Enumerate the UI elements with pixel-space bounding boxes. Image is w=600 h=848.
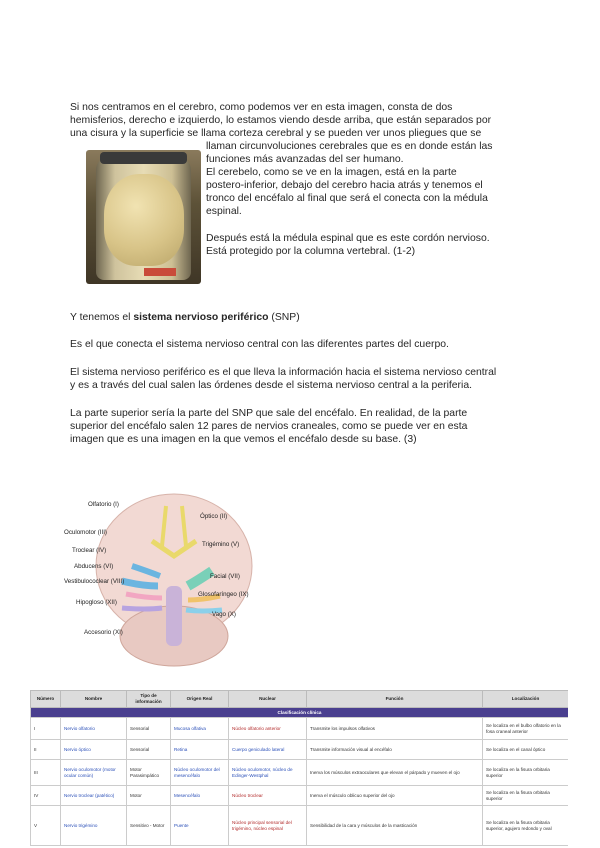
table-row xyxy=(31,786,569,806)
label-vestibulococlear: Vestibulococlear (VIII) xyxy=(64,578,125,585)
cell: Motor Parasimpático xyxy=(127,760,171,786)
cell: Transmite los impulsos olfativos xyxy=(307,718,483,740)
intro-line-2: hemisferios, derecho e izquierdo, lo estamos viendo desde arriba, que están separados por xyxy=(70,115,492,126)
label-troclear: Troclear (IV) xyxy=(72,547,107,554)
cell-link[interactable]: Núcleo oculomotor, núcleo de Edinger-Westphal xyxy=(229,760,307,786)
cell-link[interactable]: Mucosa olfativa xyxy=(171,718,229,740)
table-group-row xyxy=(31,708,569,718)
intro-line-8: tronco del encéfalo al final que será el conecta con la médula xyxy=(206,193,488,204)
label-hipogloso: Hipogloso (XII) xyxy=(76,599,117,606)
table-row xyxy=(31,718,569,740)
snp-paragraph-3-line-1: La parte superior sería la parte del SNP que sale del encéfalo. En realidad, de la parte xyxy=(70,408,468,419)
cranial-nerves-table-container xyxy=(30,690,568,848)
label-trigemino: Trigémino (V) xyxy=(202,541,240,548)
intro-line-7: postero-inferior, debajo del cerebro hacia atrás y tenemos el xyxy=(206,180,483,191)
cranial-nerves-diagram xyxy=(62,486,272,670)
cell: Sensitivo - Motor xyxy=(127,806,171,846)
cell: Sensorial xyxy=(127,718,171,740)
cranial-nerves-table xyxy=(30,690,568,846)
label-optico: Óptico (II) xyxy=(200,513,228,520)
cell-link[interactable]: Cuerpo geniculado lateral xyxy=(229,740,307,760)
col-numero: Número xyxy=(31,691,61,708)
cell: Sensorial xyxy=(127,740,171,760)
nerve-link[interactable]: Nervio trigémino xyxy=(61,806,127,846)
intro-line-10: Después está la médula espinal que es este cordón nervioso. xyxy=(206,233,490,244)
cell: Núcleo principal sensorial del trigémino, núcleo espinal xyxy=(229,806,307,846)
cell: IV xyxy=(31,786,61,806)
snp-paragraph-1: Es el que conecta el sistema nervioso central con las diferentes partes del cuerpo. xyxy=(70,339,449,350)
snp-heading-post: (SNP) xyxy=(268,312,300,323)
jar-label xyxy=(144,268,176,276)
snp-heading-pre: Y tenemos el xyxy=(70,312,134,323)
cell: Sensibilidad de la cara y músculos de la masticación xyxy=(307,806,483,846)
nerve-link[interactable]: Nervio troclear (patético) xyxy=(61,786,127,806)
table-row xyxy=(31,760,569,786)
table-row xyxy=(31,740,569,760)
col-localizacion: Localización xyxy=(483,691,569,708)
intro-line-3: una cisura y la superficie se llama corteza cerebral y se pueden ver unos pliegues que se xyxy=(70,128,482,139)
cell: Transmite información visual al encéfalo xyxy=(307,740,483,760)
col-origen: Origen Real xyxy=(171,691,229,708)
intro-line-4: llaman circunvoluciones cerebrales que es en donde están las xyxy=(206,141,493,152)
cell: I xyxy=(31,718,61,740)
nerve-link[interactable]: Nervio óptico xyxy=(61,740,127,760)
cell-link[interactable]: Puente xyxy=(171,806,229,846)
intro-line-1: Si nos centramos en el cerebro, como podemos ver en esta imagen, consta de dos xyxy=(70,102,453,113)
intro-line-11: Está protegido por la columna vertebral. (1-2) xyxy=(206,246,416,257)
table-header-row xyxy=(31,691,569,708)
jar-lid xyxy=(100,152,187,164)
label-facial: Facial (VII) xyxy=(210,573,240,580)
cell: Se localiza en la fisura orbitaria superior xyxy=(483,760,569,786)
label-oculomotor: Oculomotor (III) xyxy=(64,529,107,536)
cell: V xyxy=(31,806,61,846)
intro-line-5: funciones más avanzadas del ser humano. xyxy=(206,154,404,165)
cell: Inerva el músculo oblicuo superior del ojo xyxy=(307,786,483,806)
label-abducens: Abducens (VI) xyxy=(74,563,114,570)
snp-paragraph-3-line-3: imagen que es una imagen en la que vemos el encéfalo desde su base. (3) xyxy=(70,434,417,445)
intro-line-9: espinal. xyxy=(206,206,242,217)
col-nuclear: Nuclear xyxy=(229,691,307,708)
label-glosofaringeo: Glosofaríngeo (IX) xyxy=(198,591,249,598)
intro-line-6: El cerebelo, como se ve en la imagen, está en la parte xyxy=(206,167,457,178)
cell-link[interactable]: Núcleo oculomotor del mesencéfalo xyxy=(171,760,229,786)
cell: II xyxy=(31,740,61,760)
brain-jar-photo xyxy=(86,150,201,284)
cell: Se localiza en la fisura orbitaria superior xyxy=(483,786,569,806)
snp-paragraph-2-line-2: y es a través del cual salen las órdenes desde el sistema nervioso central a la periferia. xyxy=(70,380,472,391)
cell: Se localiza en el bulbo olfatorio en la fosa craneal anterior xyxy=(483,718,569,740)
cell: Motor xyxy=(127,786,171,806)
cell-link[interactable]: Retina xyxy=(171,740,229,760)
table-row xyxy=(31,806,569,846)
label-vago: Vago (X) xyxy=(212,611,236,618)
cell-link[interactable]: Mesencéfalo xyxy=(171,786,229,806)
col-nombre: Nombre xyxy=(61,691,127,708)
nerve-link[interactable]: Nervio oculomotor (motor ocular común) xyxy=(61,760,127,786)
snp-heading xyxy=(70,311,300,324)
cell: Se localiza en la fisura orbitaria superior, agujero redondo y oval xyxy=(483,806,569,846)
label-accesorio: Accesorio (XI) xyxy=(84,629,123,636)
snp-heading-bold: sistema nervioso periférico xyxy=(133,312,269,323)
nerve-link[interactable]: Nervio olfatorio xyxy=(61,718,127,740)
col-tipo: Tipo de información xyxy=(127,691,171,708)
glossopharyngeal-nerve-shape xyxy=(122,608,162,609)
cell: Se localiza en el canal óptico xyxy=(483,740,569,760)
brainstem-shape xyxy=(166,586,182,646)
brain-shape xyxy=(104,174,184,266)
label-olfatorio: Olfatorio (I) xyxy=(88,501,119,508)
col-funcion: Función xyxy=(307,691,483,708)
cell: Núcleo troclear xyxy=(229,786,307,806)
snp-paragraph-2-line-1: El sistema nervioso periférico es el que lleva la información hacia el sistema nervioso central xyxy=(70,367,497,378)
cell: Núcleo olfatorio anterior xyxy=(229,718,307,740)
cell: Inerva los músculos extraoculares que elevan el párpado y mueven el ojo xyxy=(307,760,483,786)
group-label: Clasificación clínica xyxy=(31,708,569,718)
cell: III xyxy=(31,760,61,786)
snp-paragraph-3-line-2: superior del encéfalo salen 12 pares de nervios craneales, como se puede ver en esta xyxy=(70,421,468,432)
